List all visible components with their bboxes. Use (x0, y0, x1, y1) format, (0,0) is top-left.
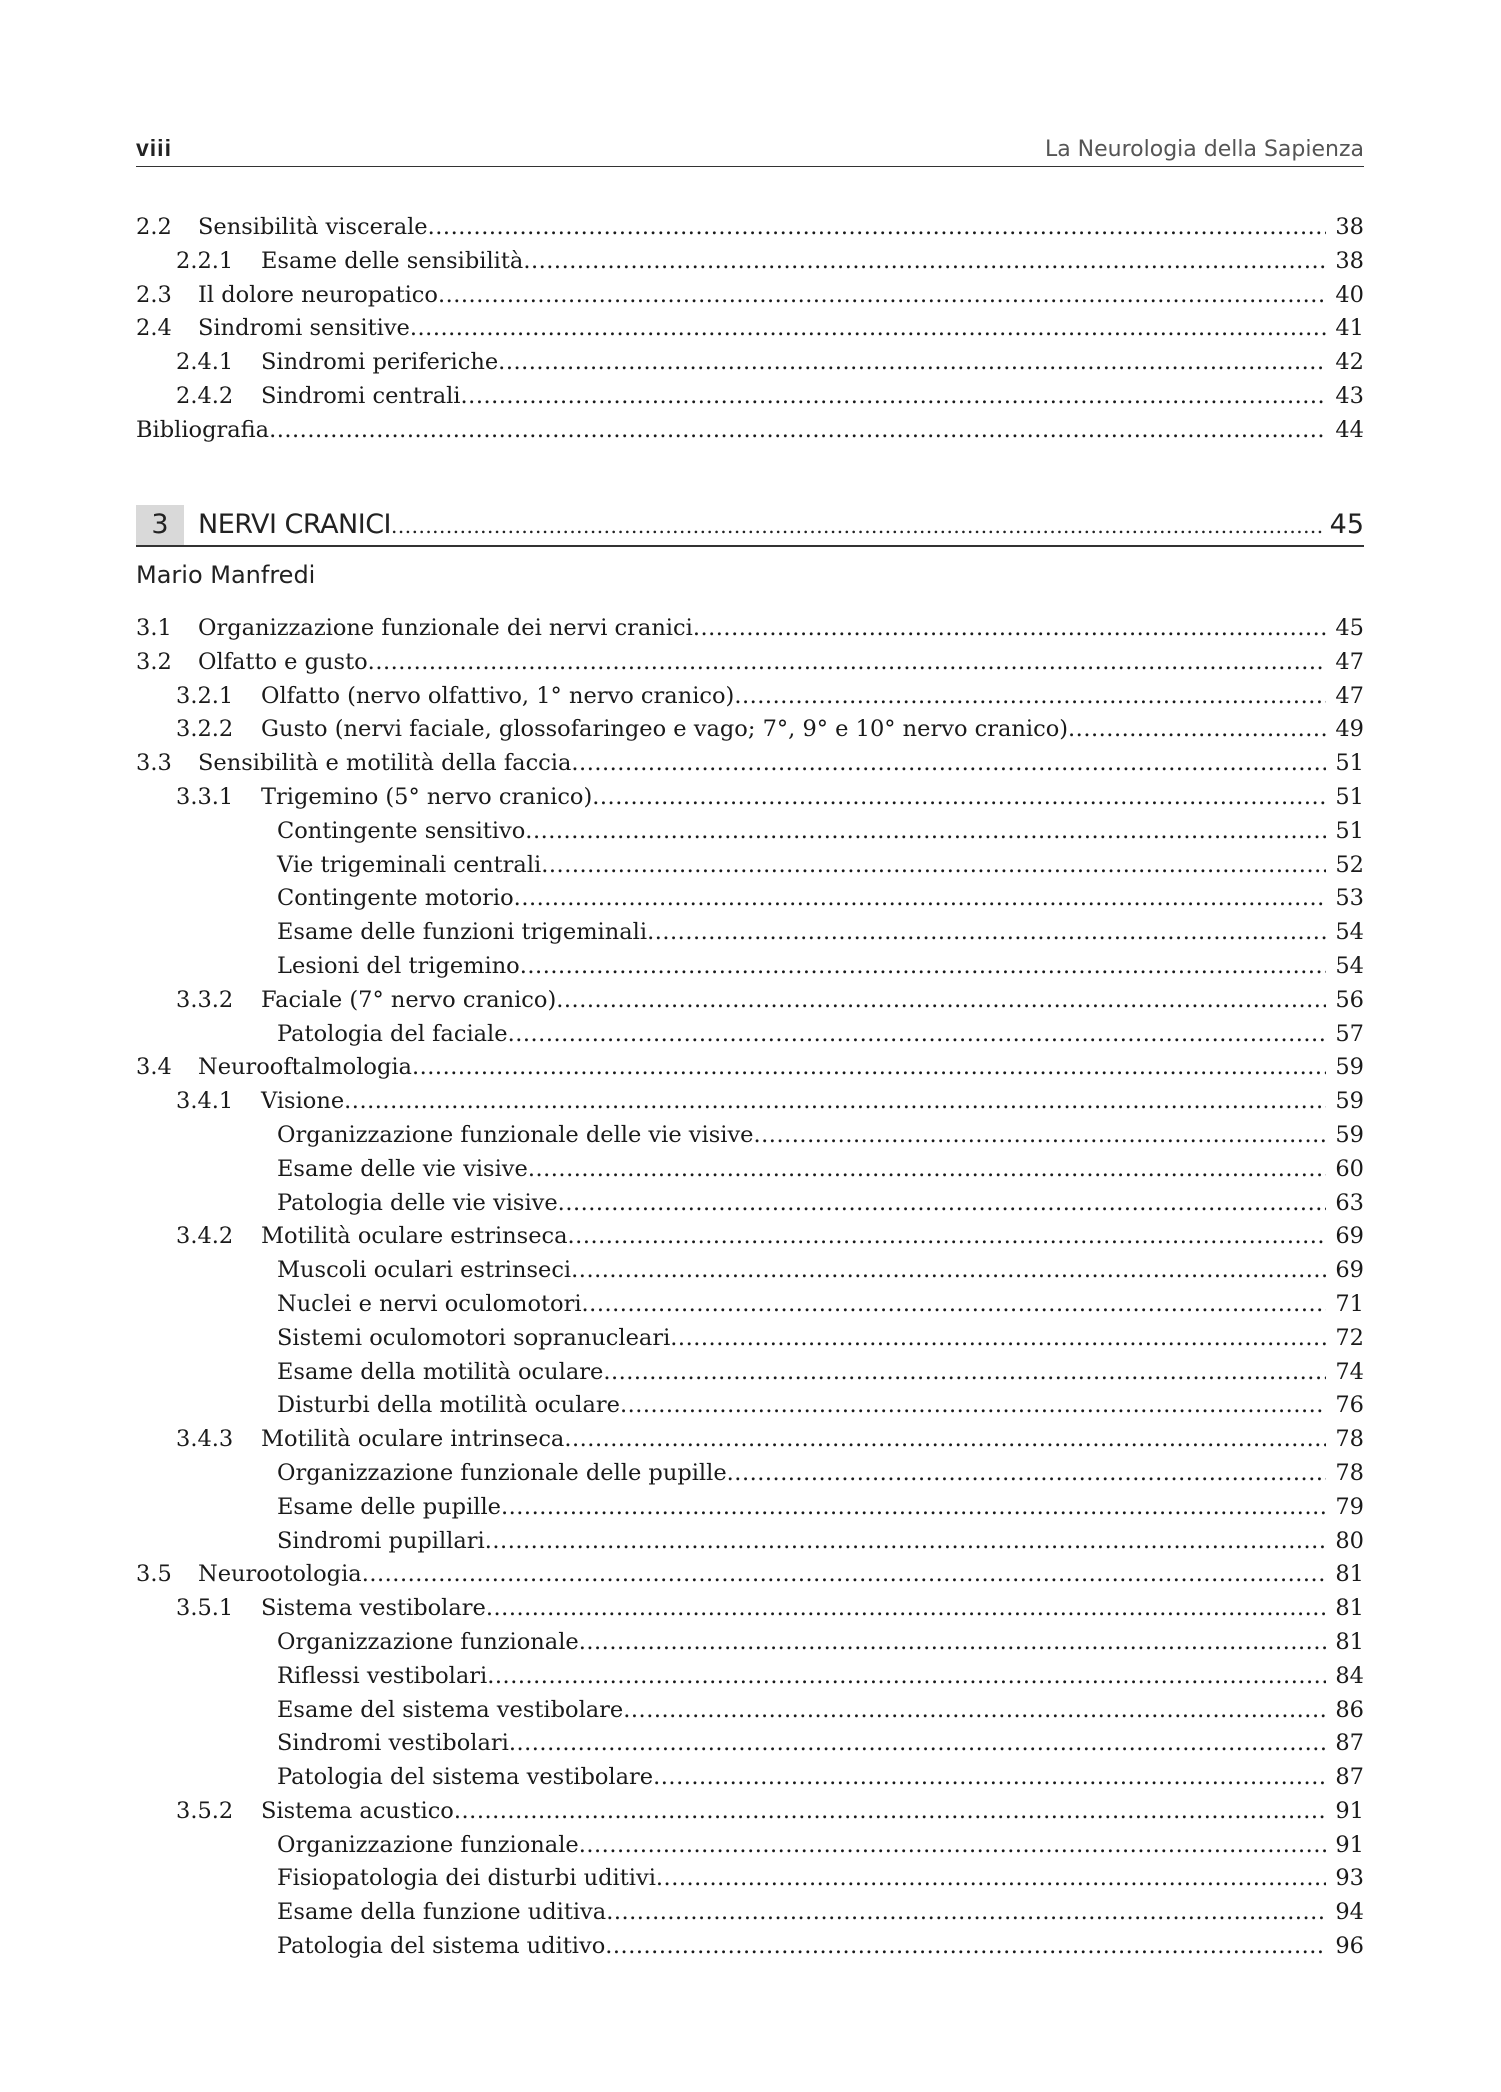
toc-entry-title-text: Sindromi sensitive (198, 315, 410, 342)
toc-entry-page: 51 (1326, 815, 1364, 849)
toc-entry-number: 2.4 (136, 315, 172, 342)
toc-entry-title (136, 815, 1326, 849)
chapter-author: Mario Manfredi (136, 561, 316, 589)
toc-entry-page: 38 (1326, 245, 1364, 279)
toc-entry (136, 713, 1364, 747)
toc-entry-title (136, 1085, 1326, 1119)
toc-entry (136, 1254, 1364, 1288)
toc-entry-page: 78 (1326, 1457, 1364, 1491)
toc-entry (136, 747, 1364, 781)
toc-entry (136, 1660, 1364, 1694)
toc-entry (136, 950, 1364, 984)
toc-entry-page: 59 (1326, 1085, 1364, 1119)
toc-entry-title (136, 612, 1326, 646)
toc-entry-page: 91 (1326, 1829, 1364, 1863)
toc-entry-title (136, 1862, 1326, 1896)
toc-entry (136, 1761, 1364, 1795)
toc-entry-title (136, 1795, 1326, 1829)
toc-entry-title (136, 1457, 1326, 1491)
toc-entry-title (136, 279, 1326, 313)
chapter-page: 45 (1330, 505, 1364, 545)
toc-entry-title-text: Esame delle vie visive (277, 1155, 528, 1182)
toc-entry-title (136, 984, 1326, 1018)
toc-entry (136, 1119, 1364, 1153)
toc-entry-page: 84 (1326, 1660, 1364, 1694)
toc-entry-number: 2.4.1 (176, 349, 234, 376)
toc-entry-title (136, 1896, 1326, 1930)
toc-entry-page: 51 (1326, 747, 1364, 781)
chapter-number: 3 (136, 505, 184, 545)
toc-entry-title (136, 1322, 1326, 1356)
toc-entry-title-text: Patologia del sistema vestibolare (277, 1764, 654, 1791)
toc-entry-page: 47 (1326, 646, 1364, 680)
toc-entry-title-text: Olfatto (nervo olfattivo, 1° nervo cranico) (261, 682, 735, 709)
toc-entry-title (136, 312, 1326, 346)
toc-entry-number: 3.3.1 (176, 783, 234, 810)
toc-entry-title-text: Muscoli oculari estrinseci (277, 1257, 572, 1284)
toc-entry-title-text: Lesioni del trigemino (277, 952, 520, 979)
toc-section-top (136, 211, 1364, 448)
toc-entry-title-text: Bibliografia (136, 416, 270, 443)
toc-entry (136, 882, 1364, 916)
toc-entry (136, 380, 1364, 414)
toc-entry (136, 781, 1364, 815)
toc-entry (136, 1356, 1364, 1390)
toc-entry (136, 245, 1364, 279)
toc-entry-number: 3.2.1 (176, 682, 234, 709)
toc-entry-title-text: Organizzazione funzionale delle vie visive (277, 1121, 754, 1148)
toc-entry-page: 71 (1326, 1288, 1364, 1322)
toc-entry-page: 56 (1326, 984, 1364, 1018)
toc-entry-number: 3.4.2 (176, 1223, 234, 1250)
toc-entry-title-text: Organizzazione funzionale delle pupille (277, 1459, 727, 1486)
toc-entry-title (136, 1626, 1326, 1660)
toc-entry-page: 44 (1326, 414, 1364, 448)
toc-entry-title (136, 1930, 1326, 1964)
toc-entry-title-text: Esame delle funzioni trigeminali (277, 919, 648, 946)
toc-entry-title-text: Visione (261, 1088, 345, 1115)
toc-entry-title-text: Il dolore neuropatico (198, 281, 438, 308)
toc-entry-page: 86 (1326, 1694, 1364, 1728)
toc-entry-title (136, 1491, 1326, 1525)
toc-entry-title-text: Sensibilità e motilità della faccia (198, 750, 572, 777)
toc-entry-title-text: Patologia delle vie visive (277, 1189, 558, 1216)
toc-entry (136, 1491, 1364, 1525)
toc-entry (136, 1085, 1364, 1119)
toc-entry-page: 59 (1326, 1119, 1364, 1153)
toc-entry-page: 52 (1326, 849, 1364, 883)
toc-entry-number: 3.3.2 (176, 986, 234, 1013)
toc-entry-title-text: Sistema acustico (261, 1797, 454, 1824)
toc-entry-title (136, 950, 1326, 984)
toc-entry (136, 1051, 1364, 1085)
toc-entry-number: 2.3 (136, 281, 172, 308)
toc-entry-title-text: Sindromi vestibolari (277, 1730, 509, 1757)
toc-entry-page: 76 (1326, 1389, 1364, 1423)
toc-entry-page: 69 (1326, 1220, 1364, 1254)
toc-entry (136, 1018, 1364, 1052)
toc-entry (136, 1525, 1364, 1559)
toc-entry-title (136, 414, 1326, 448)
toc-entry (136, 646, 1364, 680)
toc-entry-title-text: Organizzazione funzionale (277, 1628, 579, 1655)
toc-entry (136, 1220, 1364, 1254)
toc-entry-title (136, 1727, 1326, 1761)
toc-entry-title-text: Vie trigeminali centrali (277, 851, 542, 878)
toc-entry-page: 63 (1326, 1187, 1364, 1221)
toc-entry-page: 41 (1326, 312, 1364, 346)
toc-entry-title (136, 680, 1326, 714)
toc-entry-title-text: Patologia del sistema uditivo (277, 1933, 606, 1960)
toc-entry-title-text: Organizzazione funzionale (277, 1831, 579, 1858)
toc-entry-title-text: Sensibilità viscerale (198, 214, 428, 240)
toc-entry-title (136, 1829, 1326, 1863)
toc-entry-page: 81 (1326, 1592, 1364, 1626)
toc-entry-title-text: Riflessi vestibolari (277, 1662, 488, 1689)
toc-entry-title-text: Contingente sensitivo (277, 817, 526, 844)
toc-entry-title (136, 1423, 1326, 1457)
toc-entry (136, 1896, 1364, 1930)
toc-entry (136, 1930, 1364, 1964)
toc-entry-title-text: Sindromi centrali (261, 382, 461, 409)
toc-entry-title-text: Sindromi periferiche (261, 349, 499, 376)
toc-entry-page: 81 (1326, 1558, 1364, 1592)
toc-entry (136, 1322, 1364, 1356)
toc-entry-title (136, 245, 1326, 279)
toc-entry (136, 346, 1364, 380)
toc-entry-title (136, 346, 1326, 380)
toc-entry-page: 38 (1326, 211, 1364, 245)
toc-entry (136, 1829, 1364, 1863)
toc-entry (136, 849, 1364, 883)
chapter-title-text: NERVI CRANICI (198, 509, 392, 540)
toc-entry-title (136, 1558, 1326, 1592)
toc-entry-page: 81 (1326, 1626, 1364, 1660)
toc-entry (136, 1389, 1364, 1423)
toc-entry-page: 59 (1326, 1051, 1364, 1085)
toc-entry-title (136, 1592, 1326, 1626)
toc-entry (136, 279, 1364, 313)
toc-entry-page: 93 (1326, 1862, 1364, 1896)
toc-entry-number: 3.4.3 (176, 1426, 234, 1453)
toc-entry (136, 984, 1364, 1018)
toc-entry-title (136, 747, 1326, 781)
toc-entry-page: 54 (1326, 950, 1364, 984)
toc-entry-page: 40 (1326, 279, 1364, 313)
toc-entry-title-text: Esame della funzione uditiva (277, 1899, 607, 1926)
running-title: La Neurologia della Sapienza (1044, 137, 1364, 162)
toc-entry-number: 2.2 (136, 214, 172, 240)
toc-entry-page: 47 (1326, 680, 1364, 714)
toc-entry-title-text: Esame della motilità oculare (277, 1358, 604, 1385)
toc-entry (136, 1288, 1364, 1322)
toc-entry (136, 1862, 1364, 1896)
toc-entry-page: 54 (1326, 916, 1364, 950)
toc-entry-number: 3.4.1 (176, 1088, 234, 1115)
toc-entry-title-text: Motilità oculare estrinseca (261, 1223, 568, 1250)
chapter-title (198, 505, 1324, 545)
toc-entry-number: 3.3 (136, 750, 172, 777)
toc-entry-page: 91 (1326, 1795, 1364, 1829)
toc-entry-page: 42 (1326, 346, 1364, 380)
toc-entry (136, 1694, 1364, 1728)
toc-entry-title (136, 1119, 1326, 1153)
toc-entry (136, 916, 1364, 950)
toc-entry-number: 2.2.1 (176, 247, 234, 274)
toc-entry (136, 1727, 1364, 1761)
toc-entry-title-text: Organizzazione funzionale dei nervi cranici (198, 615, 693, 641)
toc-entry (136, 1187, 1364, 1221)
toc-entry-page: 45 (1326, 612, 1364, 646)
toc-entry-title (136, 849, 1326, 883)
toc-entry-title (136, 1389, 1326, 1423)
toc-entry-title-text: Gusto (nervi faciale, glossofaringeo e vago; 7°, 9° e 10° nervo cranico) (261, 716, 1069, 743)
toc-entry-number: 3.5.1 (176, 1595, 234, 1622)
toc-entry-page: 53 (1326, 882, 1364, 916)
toc-entry-title (136, 1220, 1326, 1254)
toc-entry (136, 612, 1364, 646)
toc-entry-title (136, 1761, 1326, 1795)
toc-entry-number: 3.5 (136, 1561, 172, 1588)
toc-entry-title-text: Faciale (7° nervo cranico) (261, 986, 557, 1013)
toc-entry-page: 49 (1326, 713, 1364, 747)
toc-entry-page: 78 (1326, 1423, 1364, 1457)
toc-entry-page: 96 (1326, 1930, 1364, 1964)
toc-entry (136, 1592, 1364, 1626)
toc-entry-title (136, 1153, 1326, 1187)
toc-entry-title (136, 781, 1326, 815)
toc-entry-page: 94 (1326, 1896, 1364, 1930)
toc-entry-title-text: Neurooftalmologia (198, 1054, 412, 1081)
toc-entry-title (136, 646, 1326, 680)
toc-entry-title (136, 1660, 1326, 1694)
toc-entry (136, 1558, 1364, 1592)
toc-entry-page: 80 (1326, 1525, 1364, 1559)
page-number: viii (136, 135, 172, 161)
toc-entry-number: 3.5.2 (176, 1797, 234, 1824)
toc-entry (136, 680, 1364, 714)
toc-entry-title-text: Esame del sistema vestibolare (277, 1696, 624, 1723)
toc-entry (136, 1626, 1364, 1660)
chapter-heading (136, 505, 1364, 547)
toc-entry-title-text: Patologia del faciale (277, 1020, 508, 1047)
toc-entry-title-text: Nuclei e nervi oculomotori (277, 1290, 582, 1317)
toc-entry (136, 414, 1364, 448)
toc-entry-page: 87 (1326, 1761, 1364, 1795)
toc-entry (136, 1795, 1364, 1829)
toc-entry-page: 57 (1326, 1018, 1364, 1052)
toc-entry-title-text: Sistemi oculomotori sopranucleari (277, 1324, 671, 1351)
toc-entry (136, 1423, 1364, 1457)
toc-entry (136, 815, 1364, 849)
toc-entry-title-text: Contingente motorio (277, 885, 514, 912)
toc-entry-page: 74 (1326, 1356, 1364, 1390)
toc-entry-number: 2.4.2 (176, 382, 234, 409)
toc-entry-page: 69 (1326, 1254, 1364, 1288)
toc-entry-title (136, 1288, 1326, 1322)
toc-entry-number: 3.2 (136, 648, 172, 675)
toc-entry-number: 3.2.2 (176, 716, 234, 743)
page-header (136, 130, 1364, 167)
toc-entry-title (136, 211, 1326, 245)
toc-entry-title (136, 1051, 1326, 1085)
toc-entry-title (136, 380, 1326, 414)
toc-entry-number: 3.4 (136, 1054, 172, 1081)
toc-entry-title-text: Trigemino (5° nervo cranico) (261, 783, 593, 810)
toc-entry-title (136, 1694, 1326, 1728)
toc-entry-page: 43 (1326, 380, 1364, 414)
toc-entry-title-text: Esame delle pupille (277, 1493, 501, 1520)
toc-entry-title-text: Sindromi pupillari (277, 1527, 485, 1554)
toc-entry-title (136, 1187, 1326, 1221)
toc-entry-title-text: Esame delle sensibilità (261, 247, 524, 274)
toc-entry-page: 79 (1326, 1491, 1364, 1525)
toc-entry-title (136, 1525, 1326, 1559)
toc-entry-title (136, 1356, 1326, 1390)
toc-entry-title-text: Olfatto e gusto (198, 648, 368, 675)
toc-entry-page: 72 (1326, 1322, 1364, 1356)
toc-entry-page: 60 (1326, 1153, 1364, 1187)
toc-entry-title-text: Motilità oculare intrinseca (261, 1426, 565, 1453)
toc-entry-title (136, 1018, 1326, 1052)
toc-entry-title (136, 882, 1326, 916)
toc-entry (136, 1457, 1364, 1491)
toc-entry-title (136, 1254, 1326, 1288)
toc-entry-title (136, 916, 1326, 950)
toc-entry (136, 312, 1364, 346)
toc-entry-title-text: Neurootologia (198, 1561, 362, 1588)
toc-entry (136, 211, 1364, 245)
toc-entry-number: 3.1 (136, 615, 172, 641)
toc-entry-page: 51 (1326, 781, 1364, 815)
toc-entry-title-text: Fisiopatologia dei disturbi uditivi (277, 1865, 656, 1892)
toc-entry-title (136, 713, 1326, 747)
toc-entry-page: 87 (1326, 1727, 1364, 1761)
toc-entry-title-text: Disturbi della motilità oculare (277, 1392, 620, 1419)
toc-entry (136, 1153, 1364, 1187)
toc-entry-title-text: Sistema vestibolare (261, 1595, 486, 1622)
toc-section-chapter (136, 612, 1364, 1964)
